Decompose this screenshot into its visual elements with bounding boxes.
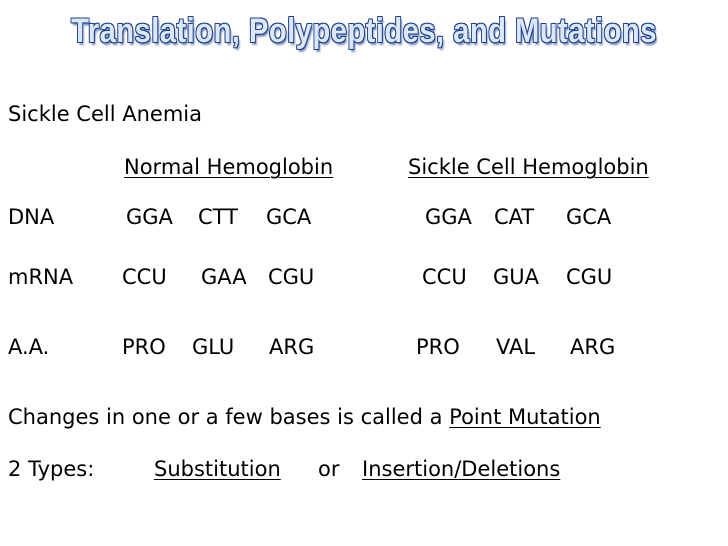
row-label-dna: DNA <box>8 205 55 229</box>
aa-sickle-1: PRO <box>416 335 460 359</box>
dna-normal-codon-2: CTT <box>198 205 238 229</box>
point-mutation-sentence <box>8 405 601 429</box>
types-joiner: or <box>318 457 340 481</box>
aa-sickle-2: VAL <box>496 335 536 359</box>
row-label-amino-acid: A.A. <box>8 335 50 359</box>
mrna-normal-codon-1: CCU <box>122 265 167 289</box>
aa-normal-2: GLU <box>192 335 235 359</box>
slide-title: Translation, Polypeptides, and Mutations <box>71 12 657 50</box>
mrna-sickle-codon-3: CGU <box>566 265 613 289</box>
header-normal-hemoglobin: Normal Hemoglobin <box>124 155 334 179</box>
type-substitution: Substitution <box>154 457 281 481</box>
subtitle: Sickle Cell Anemia <box>8 102 202 126</box>
aa-normal-1: PRO <box>122 335 166 359</box>
types-label: 2 Types: <box>8 457 95 481</box>
header-sickle-cell-hemoglobin: Sickle Cell Hemoglobin <box>408 155 649 179</box>
dna-sickle-codon-3: GCA <box>566 205 612 229</box>
aa-normal-3: ARG <box>269 335 315 359</box>
mrna-normal-codon-2: GAA <box>201 265 247 289</box>
dna-normal-codon-3: GCA <box>266 205 312 229</box>
type-insertion-deletions: Insertion/Deletions <box>362 457 561 481</box>
point-mutation-term: Point Mutation <box>449 405 601 429</box>
dna-normal-codon-1: GGA <box>126 205 173 229</box>
dna-sickle-codon-1: GGA <box>425 205 472 229</box>
mrna-normal-codon-3: CGU <box>268 265 315 289</box>
mrna-sickle-codon-1: CCU <box>422 265 467 289</box>
aa-sickle-3: ARG <box>570 335 616 359</box>
mrna-sickle-codon-2: GUA <box>493 265 540 289</box>
point-mutation-text: Changes in one or a few bases is called a <box>8 405 443 429</box>
dna-sickle-codon-2: CAT <box>494 205 535 229</box>
row-label-mrna: mRNA <box>8 265 74 289</box>
